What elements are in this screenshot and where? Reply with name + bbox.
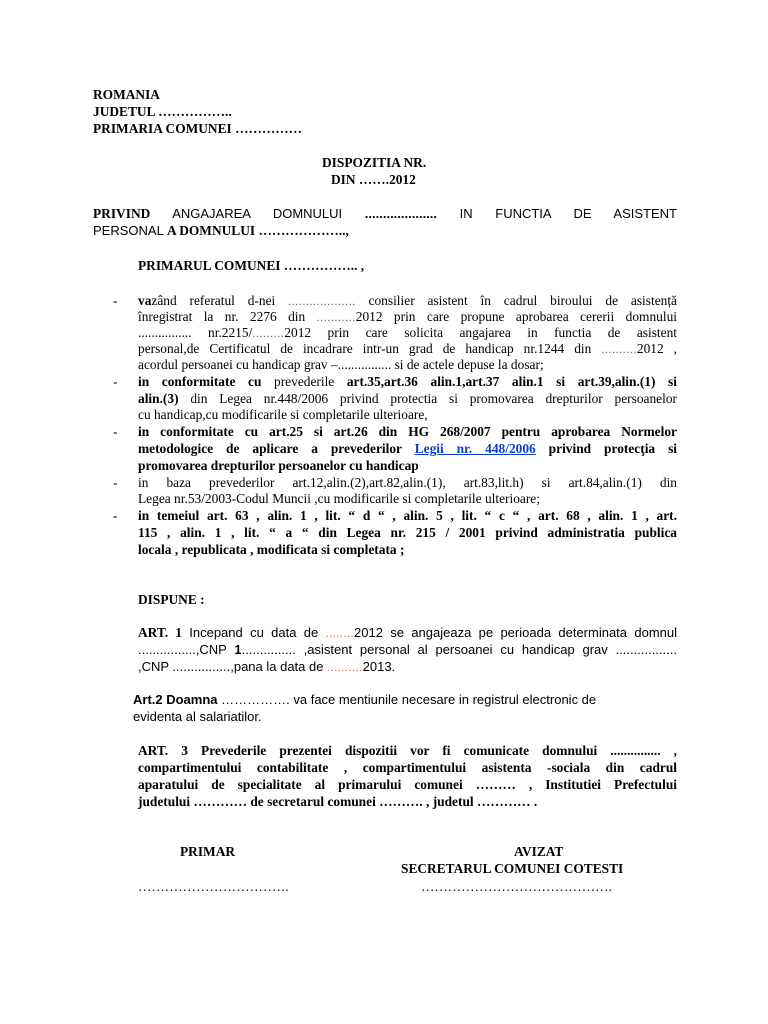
subject-dots: ....................	[364, 206, 438, 221]
item-2-line-2	[138, 390, 677, 408]
art-1-l2-c: ............... ,asistent personal al persoanei cu handicap grav .................	[241, 642, 677, 657]
item-3-text-a: metodologice de aplicare a prevederilor	[138, 441, 415, 456]
art-3-line-4: judetului ………… de secretarul comunei ………. , judetul ………… .	[138, 794, 538, 809]
art-3-line-2: compartimentului contabilitate , compartimentului asistenta -sociala din cadrul	[138, 760, 677, 775]
item-1-l2-a: înregistrat la nr. 2276 din	[138, 309, 317, 324]
item-1-l3-b: 2012 prin care solicita angajarea in functia de asistent	[284, 325, 677, 340]
item-2-bold-3: alin.(3)	[138, 391, 179, 406]
mayor-intro: PRIMARUL COMUNEI …………….. ,	[138, 258, 365, 273]
item-3-line-2	[138, 440, 677, 458]
art-1-label: ART. 1	[138, 625, 182, 640]
art-3-label: ART. 3	[138, 743, 188, 758]
art-1-line-2	[138, 641, 677, 659]
subject-text-2: IN FUNCTIA DE ASISTENT	[437, 206, 677, 221]
item-1-text-a: zând referatul d-nei	[151, 293, 289, 308]
header-county: JUDETUL ……………..	[93, 104, 232, 119]
item-1-l3-a: ................ nr.2215/	[138, 325, 253, 340]
item-2-text-1: prevederile	[261, 374, 347, 389]
item-1-l3-dots: .........	[252, 328, 285, 340]
secretary-signature-line: …………………………………….	[421, 879, 612, 894]
orders-heading: DISPUNE :	[138, 592, 205, 607]
art-2-line-1	[133, 691, 596, 709]
item-1-l2-b: 2012 prin care propune aprobarea cererii domnului	[355, 309, 677, 324]
document-title: DISPOZITIA NR.	[322, 155, 427, 170]
item-3-line-3: promovarea drepturilor persoanelor cu handicap	[138, 458, 419, 473]
art-1-l2-b: 1	[234, 642, 242, 657]
item-3-text-b: privind protecţia si	[535, 441, 677, 456]
subject-text-1: ANGAJAREA DOMNULUI	[150, 206, 365, 221]
art-1-l3-b: 2013.	[362, 659, 396, 674]
law-448-2006-link[interactable]: Legii nr. 448/2006	[414, 441, 536, 456]
art-3-line-1	[138, 742, 677, 760]
secretary-title: SECRETARUL COMUNEI COTESTI	[401, 861, 624, 876]
art-1-l2-a: ................,CNP	[138, 642, 235, 657]
item-1-dots-a: ...................	[288, 296, 356, 308]
item-1-l4-a: personal,de Certificatul de incadrare intr-un grad de handicap nr.1244 din	[138, 341, 602, 356]
item-1-line-5: acordul persoanei cu handicap grav –................ si de actele depuse la dosar;	[138, 357, 544, 372]
subject-line-1	[93, 205, 677, 223]
art-2-line-2: evidenta al salariatilor.	[133, 709, 262, 724]
item-1-l2-dots: ...........	[316, 312, 356, 324]
item-2-line-3: cu handicap,cu modificarile si completarile ulterioare,	[138, 407, 428, 422]
art-1-line-3	[138, 658, 395, 678]
item-2-bold-1: in conformitate cu	[138, 374, 262, 389]
item-1-text-b: consilier asistent în cadrul biroului de asistență	[355, 293, 677, 308]
subject-line-2	[93, 222, 349, 240]
mayor-signature-title: PRIMAR	[180, 844, 236, 859]
bullet-2: -	[113, 374, 118, 389]
item-5-line-3: locala , republicata , modificata si completata ;	[138, 542, 405, 557]
bullet-1: -	[113, 293, 118, 308]
header-country: ROMANIA	[93, 87, 160, 102]
item-2-bold-2: art.35,art.36 alin.1,art.37 alin.1 si art.39,alin.(1) si	[346, 374, 677, 389]
document-date: DIN …….2012	[331, 172, 416, 187]
art-1-l3-dots: ..........	[327, 662, 363, 674]
art-1-text-b: 2012 se angajeaza pe perioada determinata domnul	[354, 625, 677, 640]
bullet-3: -	[113, 424, 118, 439]
art-2-text: ……………. va face mentiunile necesare in registrul electronic de	[217, 692, 597, 707]
item-2-line-1	[138, 373, 677, 391]
item-4-line-1: in baza prevederilor art.12,alin.(2),art.82,alin.(1), art.83,lit.h) si art.84,alin.(1) din	[138, 475, 677, 490]
art-3-line-3: aparatului de specialitate al primarului comunei ……… , Institutiei Prefectului	[138, 777, 677, 792]
art-3-text-1: Prevederile prezentei dispozitii vor fi comunicate domnului ............... ,	[187, 743, 677, 758]
subject-bold-2: A DOMNULUI ………………..,	[166, 223, 349, 238]
endorsed-label: AVIZAT	[514, 844, 564, 859]
item-1-bold: va	[138, 293, 152, 308]
bullet-4: -	[113, 475, 118, 490]
item-2-text-2: din Legea nr.448/2006 privind protectia si promovarea drepturilor persoanelor	[178, 391, 677, 406]
header-town-hall: PRIMARIA COMUNEI ……………	[93, 121, 303, 136]
art-1-l3-a: ,CNP ................,pana la data de	[138, 659, 328, 674]
item-1-l4-dots: ..........	[601, 344, 637, 356]
art-1-text-a: Incepand cu data de	[181, 625, 326, 640]
item-3-line-1: in conformitate cu art.25 si art.26 din HG 268/2007 pentru aprobarea Normelor	[138, 424, 677, 439]
item-1-l4-b: 2012 ,	[636, 341, 677, 356]
subject-lead: PRIVIND	[93, 206, 151, 221]
mayor-signature-line: …………………………….	[138, 879, 289, 894]
item-5-line-2: 115 , alin. 1 , lit. “ a “ din Legea nr. 215 / 2001 privind administratia publica	[138, 525, 677, 540]
subject-text-3: PERSONAL	[93, 223, 167, 238]
art-2-label: Art.2 Doamna	[133, 692, 218, 707]
bullet-5: -	[113, 508, 118, 523]
item-5-line-1: in temeiul art. 63 , alin. 1 , lit. “ d “ , alin. 5 , lit. “ c “ , art. 68 , alin. 1 , art.	[138, 508, 677, 523]
item-4-line-2: Legea nr.53/2003-Codul Muncii ,cu modificarile si completarile ulterioare;	[138, 491, 540, 506]
art-1-dots: ........	[325, 628, 355, 640]
